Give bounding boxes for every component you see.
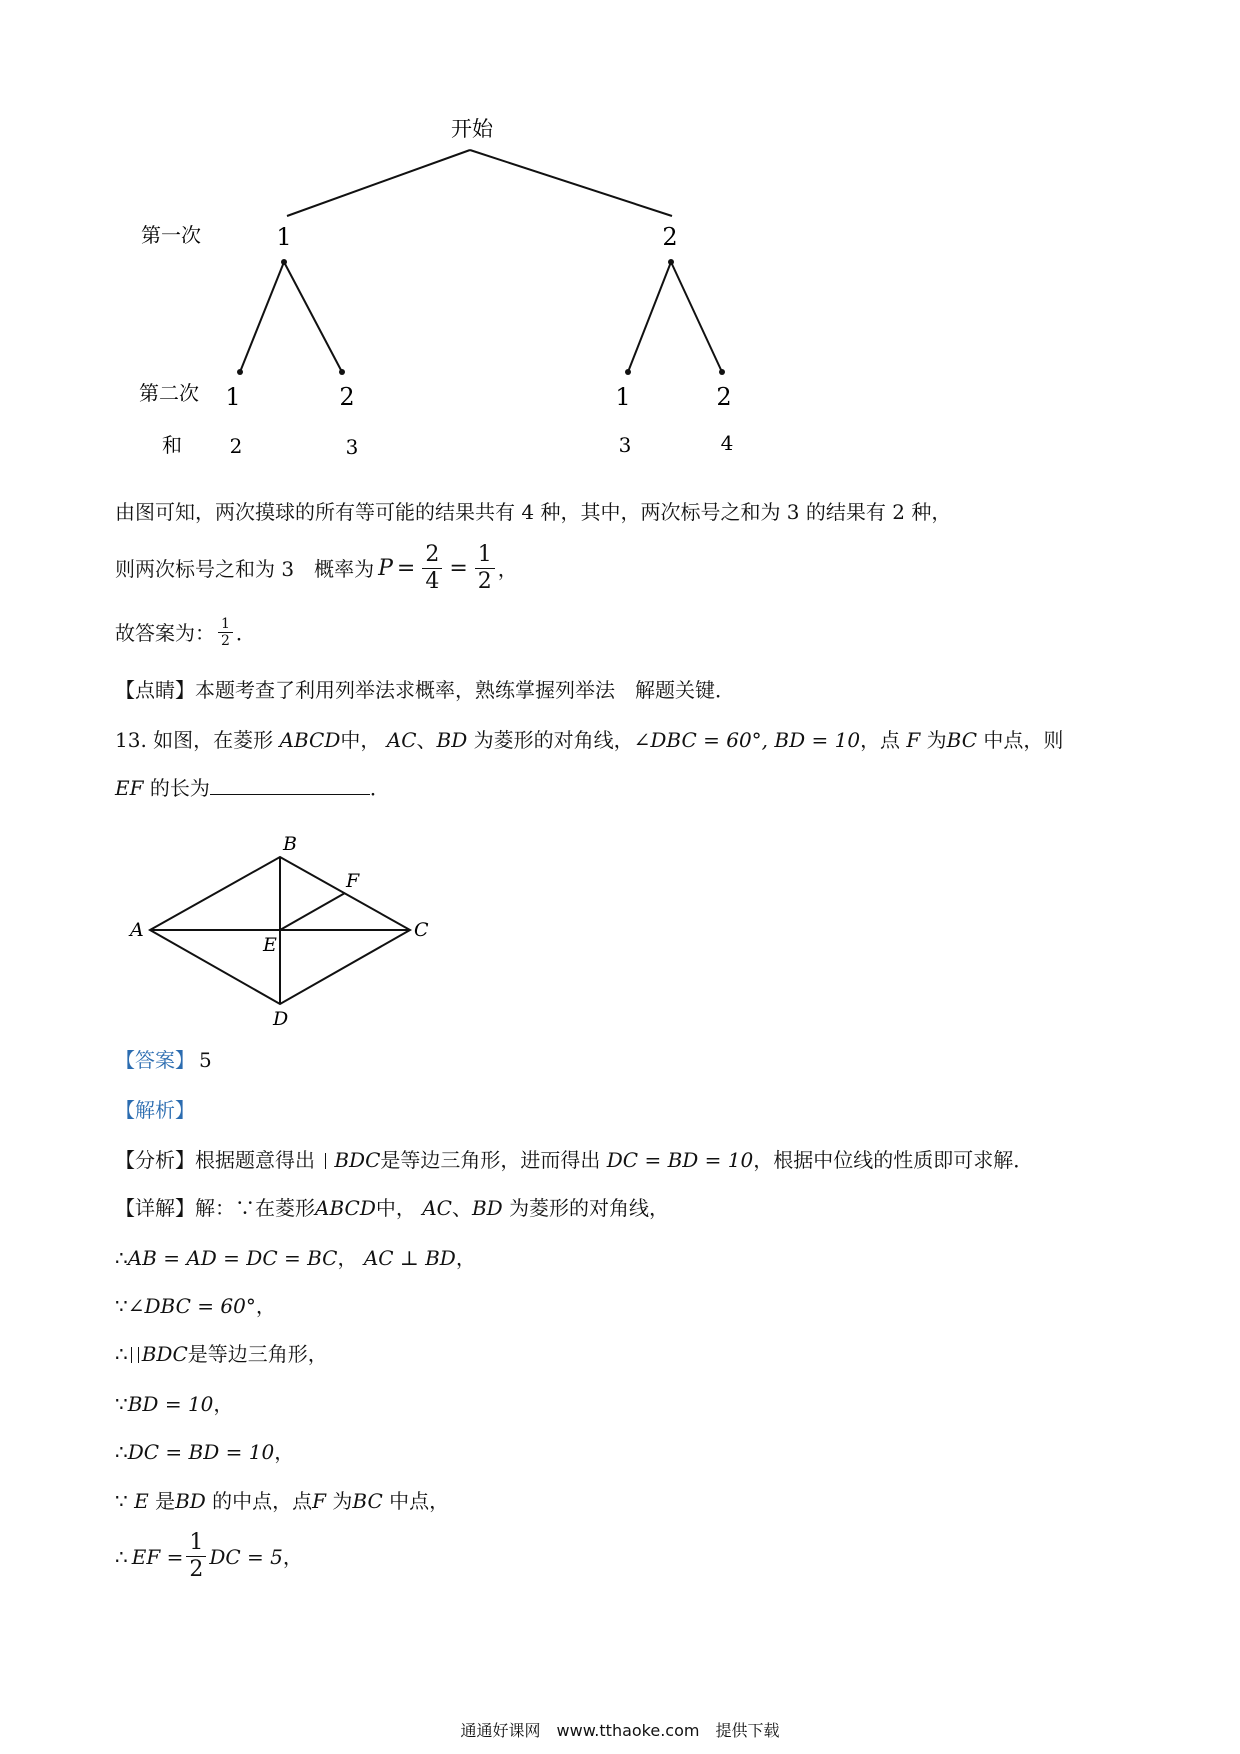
vertex-A: A: [130, 919, 144, 941]
q-text: 为菱形的对角线，: [509, 1196, 670, 1220]
answer-tag: 【答案】: [115, 1048, 195, 1072]
point-F: F: [346, 870, 360, 892]
vertex-C: C: [414, 919, 429, 941]
q-text: ．: [369, 776, 390, 800]
q-text: 是等边三角形，: [187, 1342, 328, 1366]
sum-1: 2: [229, 434, 243, 458]
q-math: AC ⊥ BD: [363, 1246, 456, 1270]
q-text: 是等边三角形，进而得出: [380, 1148, 601, 1172]
q-math: BD: [436, 728, 468, 752]
q-text: 的中点，点: [212, 1489, 313, 1513]
q-math: DC = BD = 10: [127, 1440, 275, 1464]
fraction-denominator: 2: [189, 1557, 204, 1582]
triangle-symbol: [131, 1347, 139, 1363]
fraction-denominator: 2: [221, 633, 230, 649]
vertex-B: B: [283, 833, 297, 855]
q-text: 为菱形的对角线，: [473, 728, 634, 752]
vertex-D: D: [273, 1008, 289, 1030]
q-text: 是: [155, 1489, 176, 1513]
answer-line: [115, 1046, 212, 1074]
row-label-first: 第一次: [141, 223, 201, 247]
row-label-second: 第二次: [139, 381, 199, 405]
q-text: 的长为: [149, 776, 210, 800]
sum-4: 4: [720, 431, 734, 455]
q-math: BC: [352, 1489, 383, 1513]
detail-line-6: [115, 1438, 294, 1466]
therefore-symbol: ∴: [115, 1246, 128, 1270]
therefore-symbol: ∴: [115, 1440, 128, 1464]
q-math: EF =: [131, 1544, 184, 1569]
because-symbol: ∵: [115, 1489, 128, 1513]
detail-tag: 【详解】: [115, 1196, 195, 1220]
q-text: ，: [213, 1392, 234, 1416]
q-math: AB = AD = DC = BC: [127, 1246, 338, 1270]
rhombus-figure: [120, 820, 450, 1030]
fraction-denominator: 4: [425, 569, 440, 594]
footer-text: 通通好课网 www.tthaoke.com 提供下载: [460, 1721, 780, 1740]
tree-diagram: [0, 0, 1240, 470]
fraction-numerator: 1: [475, 542, 495, 569]
question-13-line-2: [115, 774, 390, 802]
q-text: 中点，则: [983, 728, 1064, 752]
q-text: 中点，: [389, 1489, 450, 1513]
detail-line-2: [115, 1244, 476, 1272]
comment-tag: 【点睛】: [115, 678, 195, 702]
q-text: 中，: [340, 728, 381, 752]
q-text: 13. 如图，在菱形: [115, 728, 274, 752]
because-symbol: ∵: [115, 1294, 128, 1318]
detail-line-8: [115, 1530, 303, 1583]
answer-fraction: [218, 616, 233, 649]
q-text: 中，: [375, 1196, 416, 1220]
therefore-symbol: ∴: [115, 1342, 128, 1366]
q-text: 、: [416, 728, 437, 752]
page-footer: [0, 1718, 1240, 1741]
probability-symbol: P: [378, 555, 393, 581]
q-math: AC: [386, 728, 417, 752]
first-draw-2: 2: [662, 223, 678, 251]
point-E: E: [263, 934, 277, 956]
half-fraction: [186, 1530, 206, 1583]
triangle-symbol: [325, 1153, 330, 1169]
q-text: ，: [337, 1246, 358, 1270]
answer-statement-prefix: 故答案为：: [115, 620, 215, 645]
q-math: BD: [471, 1196, 503, 1220]
second-draw-2b: 2: [716, 383, 732, 411]
analysis-line-2-suffix: ，: [497, 556, 518, 581]
row-label-sum: 和: [162, 433, 182, 457]
q-math: E: [134, 1489, 149, 1513]
fenxi-line: [115, 1146, 1033, 1174]
analysis-line-1-text: 由图可知，两次摸球的所有等可能的结果共有 4 种，其中，两次标号之和为 3 的结果有 2 种，: [115, 500, 952, 524]
q-math: EF: [115, 776, 144, 800]
q-text: ，: [274, 1440, 295, 1464]
sum-2: 3: [345, 435, 359, 459]
fraction-1-over-2: [475, 542, 495, 595]
second-draw-1a: 1: [225, 383, 241, 411]
jiexi-tag: 【解析】: [115, 1098, 195, 1122]
q-math: BD = 10: [127, 1392, 214, 1416]
fraction-numerator: 2: [422, 542, 442, 569]
q-text: 根据题意得出: [195, 1148, 315, 1172]
analysis-line-2: 则两次标号之和为 3 概率为 P = $\frac{2}{4}$ = $\frac{1}{2}$ ，: [115, 542, 518, 594]
analysis-line-2-prefix: 则两次标号之和为 3 概率为: [115, 556, 375, 581]
q-math: DC = BD = 10: [606, 1148, 754, 1172]
q-math: ∠DBC = 60°, BD = 10: [633, 728, 861, 752]
answer-statement-suffix: ．: [235, 620, 256, 645]
analysis-line-1: [115, 498, 951, 526]
fraction-denominator: 2: [477, 569, 492, 594]
q-text: ，: [455, 1246, 476, 1270]
detail-line-7: [115, 1487, 449, 1515]
q-math: BDC: [141, 1342, 188, 1366]
because-symbol: ∵: [115, 1392, 128, 1416]
comment-line: [115, 676, 735, 704]
question-13-line-1: [115, 726, 1063, 754]
detail-line-4: [115, 1340, 328, 1368]
comment-text: 本题考查了利用列举法求概率，熟练掌握列举法 解题关键．: [195, 678, 735, 702]
fraction-numerator: 1: [186, 1530, 206, 1557]
q-math: DC = 5: [209, 1544, 283, 1569]
jiexi-line: [115, 1096, 195, 1124]
q-math: ABCD: [315, 1196, 376, 1220]
second-draw-1b: 1: [615, 383, 631, 411]
q-text: 为: [926, 728, 947, 752]
detail-line-3: [115, 1292, 276, 1320]
q-text: 解：∵在菱形: [195, 1196, 315, 1220]
q-math: BC: [946, 728, 978, 752]
q-text: 为: [332, 1489, 353, 1513]
q-text: ，点: [860, 728, 901, 752]
q-math: F: [312, 1489, 327, 1513]
fenxi-tag: 【分析】: [115, 1148, 195, 1172]
detail-line-1: [115, 1194, 669, 1222]
q-math: ABCD: [279, 728, 341, 752]
fraction-2-over-4: [422, 542, 442, 595]
q-math: ∠DBC = 60°: [127, 1294, 256, 1318]
q-text: ，根据中位线的性质即可求解．: [753, 1148, 1034, 1172]
therefore-symbol: ∴: [115, 1544, 128, 1569]
detail-line-5: [115, 1390, 233, 1418]
answer-statement: [115, 616, 256, 649]
q-math: BD: [175, 1489, 206, 1513]
q-math: AC: [422, 1196, 452, 1220]
q-text: ，: [282, 1544, 303, 1569]
second-draw-2a: 2: [339, 383, 355, 411]
q-text: 、: [451, 1196, 472, 1220]
q-math: F: [906, 728, 921, 752]
answer-value: 5: [199, 1048, 212, 1072]
tree-root-label: 开始: [451, 117, 493, 141]
first-draw-1: 1: [276, 223, 292, 251]
fraction-numerator: 1: [218, 616, 233, 633]
answer-blank[interactable]: [210, 774, 370, 795]
q-text: ，: [255, 1294, 276, 1318]
sum-3: 3: [618, 433, 632, 457]
q-math: BDC: [334, 1148, 381, 1172]
